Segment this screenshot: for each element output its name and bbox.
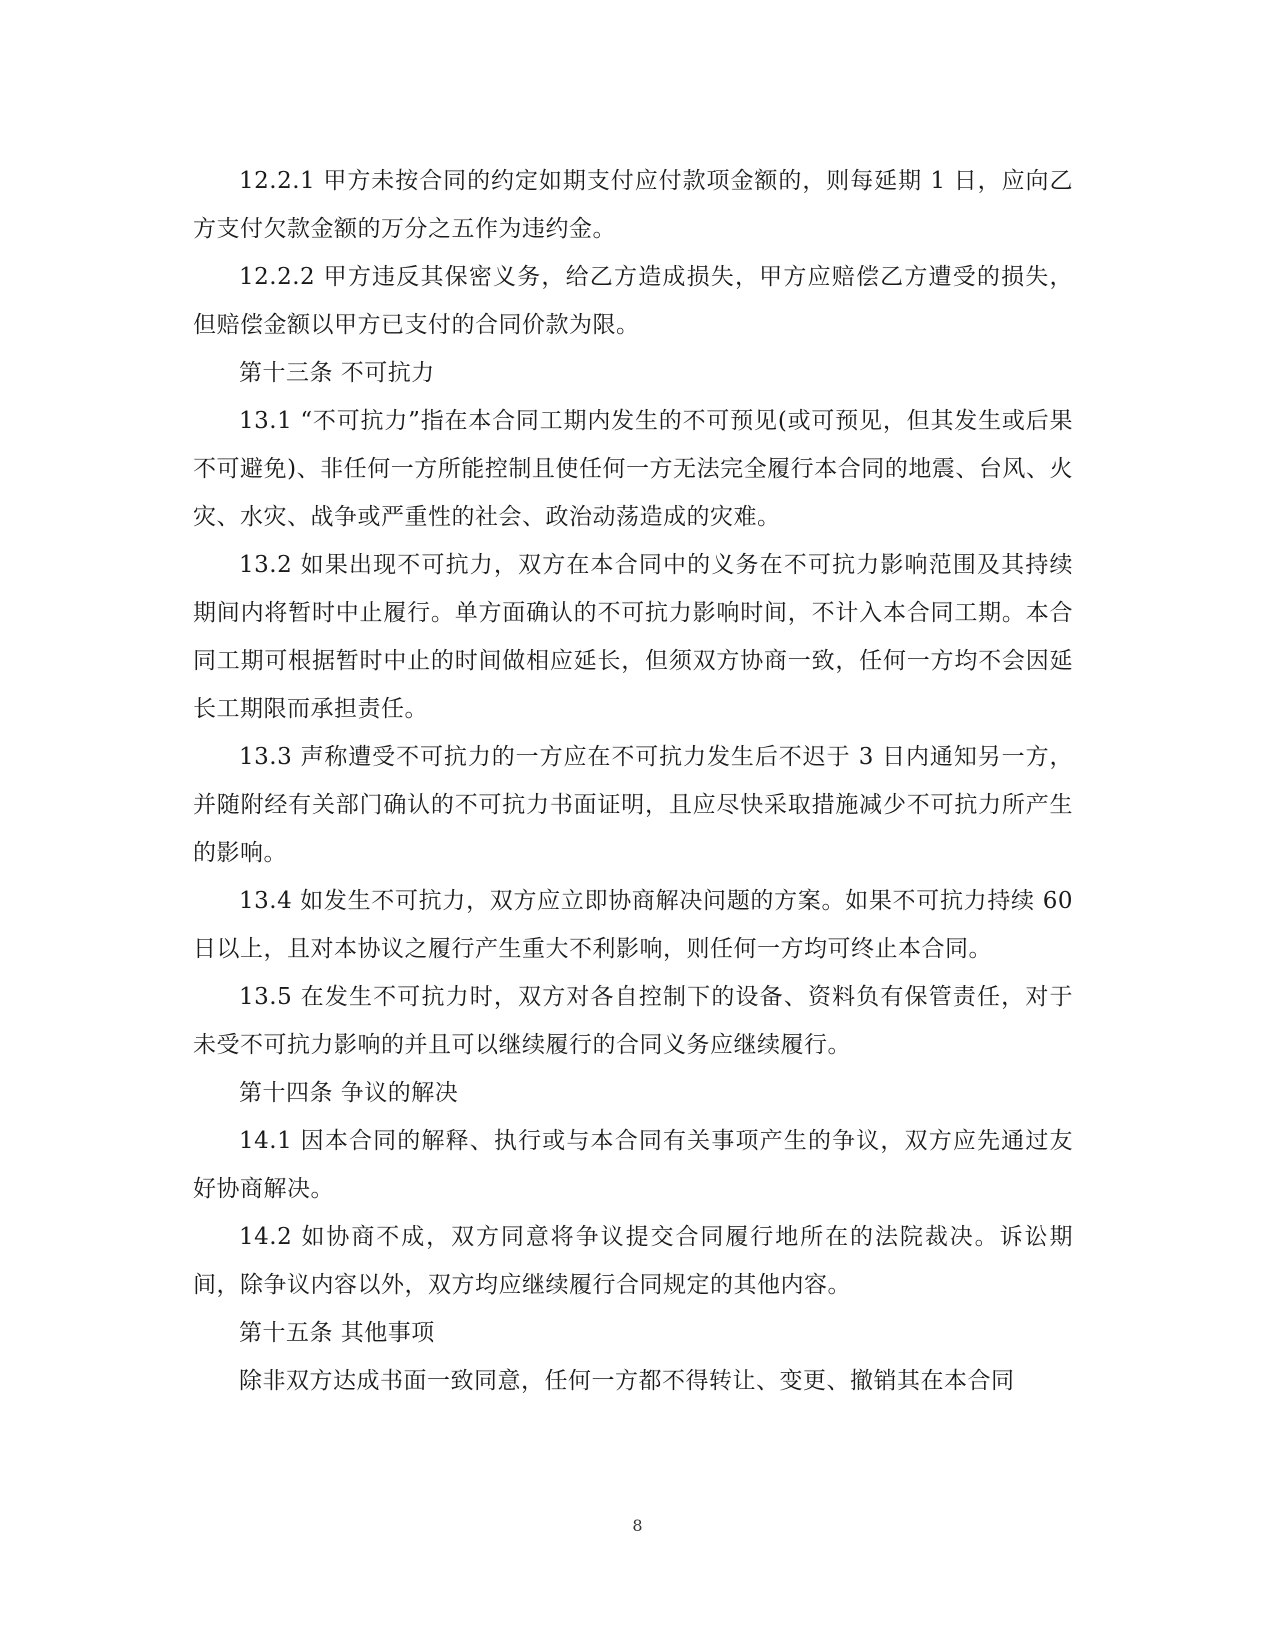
article-15-heading: 第十五条 其他事项 — [239, 1320, 435, 1346]
clause-13-3: 13.3 声称遭受不可抗力的一方应在不可抗力发生后不迟于 3 日内通知另一方，并随附经有关部门确认的不可抗力书面证明，且应尽快采取措施减少不可抗力所产生的影响。 — [193, 744, 1073, 866]
clause-13-5: 13.5 在发生不可抗力时，双方对各自控制下的设备、资料负有保管责任，对于未受不可抗力影响的并且可以继续履行的合同义务应继续履行。 — [193, 984, 1073, 1058]
clause-14-1: 14.1 因本合同的解释、执行或与本合同有关事项产生的争议，双方应先通过友好协商解决。 — [193, 1128, 1073, 1202]
clause-12-2-2: 12.2.2 甲方违反其保密义务，给乙方造成损失，甲方应赔偿乙方遭受的损失，但赔偿金额以甲方已支付的合同价款为限。 — [193, 264, 1073, 338]
document-body — [193, 157, 1073, 1405]
article-13-heading: 第十三条 不可抗力 — [239, 360, 435, 386]
clause-13-1: 13.1 “不可抗力”指在本合同工期内发生的不可预见(或可预见，但其发生或后果不可避免)、非任何一方所能控制且使任何一方无法完全履行本合同的地震、台风、火灾、水灾、战争或严重性的社会、政治动荡造成的灾难。 — [193, 408, 1073, 530]
clause-13-4: 13.4 如发生不可抗力，双方应立即协商解决问题的方案。如果不可抗力持续 60 日以上，且对本协议之履行产生重大不利影响，则任何一方均可终止本合同。 — [193, 888, 1073, 962]
clause-12-2-1: 12.2.1 甲方未按合同的约定如期支付应付款项金额的，则每延期 1 日，应向乙方支付欠款金额的万分之五作为违约金。 — [193, 168, 1073, 242]
clause-14-2: 14.2 如协商不成，双方同意将争议提交合同履行地所在的法院裁决。诉讼期间，除争议内容以外，双方均应继续履行合同规定的其他内容。 — [193, 1224, 1073, 1298]
article-14-heading: 第十四条 争议的解决 — [239, 1080, 459, 1106]
clause-13-2: 13.2 如果出现不可抗力，双方在本合同中的义务在不可抗力影响范围及其持续期间内将暂时中止履行。单方面确认的不可抗力影响时间，不计入本合同工期。本合同工期可根据暂时中止的时间做相应延长，但须双方协商一致，任何一方均不会因延长工期限而承担责任。 — [193, 552, 1073, 722]
page-number: 8 — [632, 1516, 643, 1535]
article-15-text: 除非双方达成书面一致同意，任何一方都不得转让、变更、撤销其在本合同 — [239, 1368, 1015, 1394]
